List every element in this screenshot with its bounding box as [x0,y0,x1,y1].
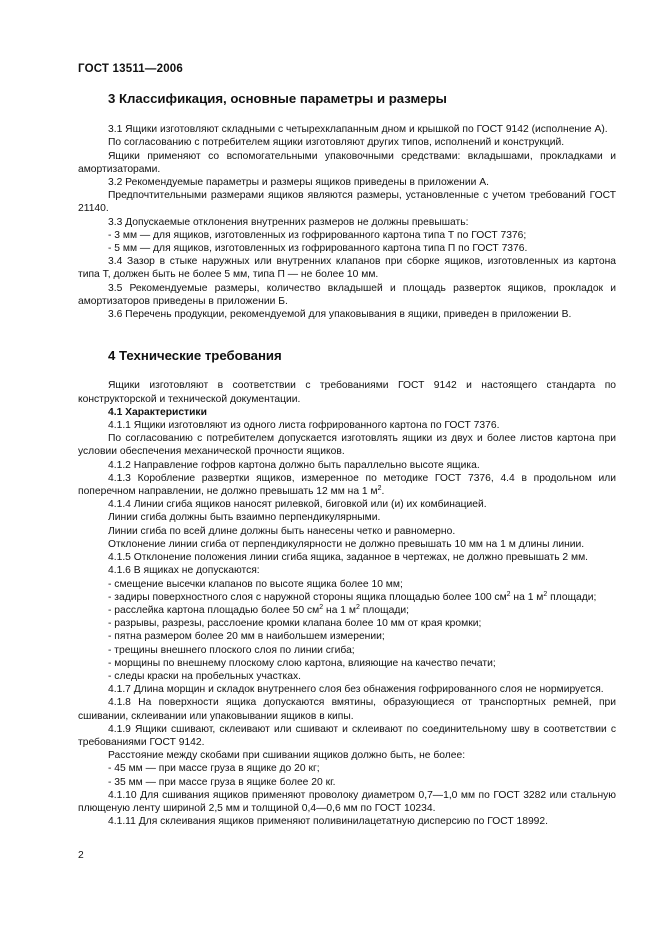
paragraph: По согласованию с потребителем допускается изготовлять ящики из двух и более листов картона при условии обеспечения механической прочности ящиков. [78,433,616,458]
text: площади; [547,591,597,603]
superscript: 2 [319,603,324,611]
paragraph-3-1: 3.1 Ящики изготовляют складными с четырехклапанным дном и крышкой по ГОСТ 9142 (исполнение А). [108,124,608,136]
paragraph: По согласованию с потребителем ящики изготовляют других типов, исполнений и конструкций. [108,137,565,149]
superscript: 2 [543,590,548,598]
paragraph-3-3: 3.3 Допускаемые отклонения внутренних размеров не должны превышать: [108,216,469,228]
superscript: 2 [377,485,382,493]
paragraph-4-1-10: 4.1.10 Для сшивания ящиков применяют проволоку диаметром 0,7—1,0 мм по ГОСТ 3282 или стальную плющеную ленту шириной 2,5 мм и толщиной 0,4—0,6 мм по ГОСТ 10234. [78,789,616,814]
paragraph: Линии сгиба должны быть взаимно перпендикулярными. [108,512,381,524]
paragraph: Линии сгиба по всей длине должны быть нанесены четко и равномерно. [108,525,456,537]
superscript: 2 [355,603,360,611]
paragraph-4-1-3 [78,472,616,498]
page-number: 2 [78,850,84,861]
text: - задиры поверхностного слоя с наружной стороны ящика площадью более 100 см [108,591,507,603]
page-body [78,92,616,828]
list-item: - 45 мм — при массе груза в ящике до 20 кг; [108,763,320,775]
list-item: - разрывы, разрезы, расслоение кромки клапана более 10 мм от края кромки; [108,618,482,630]
subsection-4-1-heading: 4.1 Характеристики [108,406,207,418]
paragraph-4-1-6: 4.1.6 В ящиках не допускаются: [108,565,260,577]
document-header: ГОСТ 13511—2006 [78,63,183,75]
paragraph-4-1-7: 4.1.7 Длина морщин и складок внутреннего слоя без обнажения гофрированного слоя не нормируется. [108,684,604,696]
paragraph-4-1-4: 4.1.4 Линии сгиба ящиков наносят рилевкой, биговкой или (и) их комбинацией. [108,499,487,511]
list-item: - трещины внешнего плоского слоя по линии сгиба; [108,644,355,656]
paragraph: Предпочтительными размерами ящиков являются размеры, установленные с учетом требований ГОСТ 21140. [78,190,616,215]
section-3-heading: 3 Классификация, основные параметры и размеры [108,91,447,106]
list-item: - 35 мм — при массе груза в ящике более 20 кг. [108,776,336,788]
list-item: - 3 мм — для ящиков, изготовленных из гофрированного картона типа Т по ГОСТ 7376; [108,229,527,241]
list-item: - морщины по внешнему плоскому слою картона, влияющие на качество печати; [108,657,496,669]
paragraph-3-5: 3.5 Рекомендуемые размеры, количество вкладышей и площадь разверток ящиков, прокладок и амортизаторов приведены в приложении Б. [78,282,616,307]
list-item [78,604,616,617]
paragraph-4-1-9: 4.1.9 Ящики сшивают, склеивают или сшивают и склеивают по соединительному шву в соответствии с требованиями ГОСТ 9142. [78,723,616,748]
list-item: - пятна размером более 20 мм в наибольшем измерении; [108,631,385,643]
section-4-heading: 4 Технические требования [108,348,282,364]
text: 4.1.3 Коробление развертки ящиков, измеренное по методике ГОСТ 7376, 4.4 в продольном или поперечном направлении, не должно превышать 12 мм на 1 м [78,472,616,498]
paragraph: Отклонение линии сгиба от перпендикулярности не должно превышать 10 мм на 1 м длины линии. [108,538,585,550]
list-item: - следы краски на пробельных участках. [108,670,301,682]
list-item: - смещение высечки клапанов по высоте ящика более 10 мм; [108,578,403,590]
text: - расслейка картона площадью более 50 см [108,604,320,616]
paragraph: Ящики изготовляют в соответствии с требованиями ГОСТ 9142 и настоящего стандарта по конструкторской и технической документации. [78,380,616,405]
paragraph-3-4: 3.4 Зазор в стыке наружных или внутренних клапанов при сборке ящиков, изготовленных из картона типа Т, должен быть не более 5 мм, типа П — не более 10 мм. [78,256,616,281]
text: на 1 м [323,604,356,616]
paragraph-4-1-11: 4.1.11 Для склеивания ящиков применяют поливинилацетатную дисперсию по ГОСТ 18992. [108,816,548,828]
paragraph-3-2: 3.2 Рекомендуемые параметры и размеры ящиков приведены в приложении А. [108,177,489,189]
paragraph: Расстояние между скобами при сшивании ящиков должно быть, не более: [108,750,466,762]
superscript: 2 [506,590,511,598]
text: площади; [359,604,409,616]
list-item [78,591,616,604]
paragraph-4-1-5: 4.1.5 Отклонение положения линии сгиба ящика, заданное в чертежах, не должно превышать 2 мм. [108,552,589,564]
paragraph-4-1-8: 4.1.8 На поверхности ящика допускаются вмятины, образующиеся от транспортных ремней, при сшивании, склеивании или упаковывании ящиков в кипы. [78,697,616,722]
list-item: - 5 мм — для ящиков, изготовленных из гофрированного картона типа П по ГОСТ 7376. [108,243,528,255]
paragraph-4-1-2: 4.1.2 Направление гофров картона должно быть параллельно высоте ящика. [108,459,480,471]
paragraph-3-6: 3.6 Перечень продукции, рекомендуемой для упаковывания в ящики, приведен в приложении В. [108,309,572,321]
text: на 1 м [510,591,544,603]
text: . [381,486,385,498]
paragraph-4-1-1: 4.1.1 Ящики изготовляют из одного листа гофрированного картона по ГОСТ 7376. [108,420,500,432]
paragraph: Ящики применяют со вспомогательными упаковочными средствами: вкладышами, прокладками и амортизаторами. [78,150,616,175]
